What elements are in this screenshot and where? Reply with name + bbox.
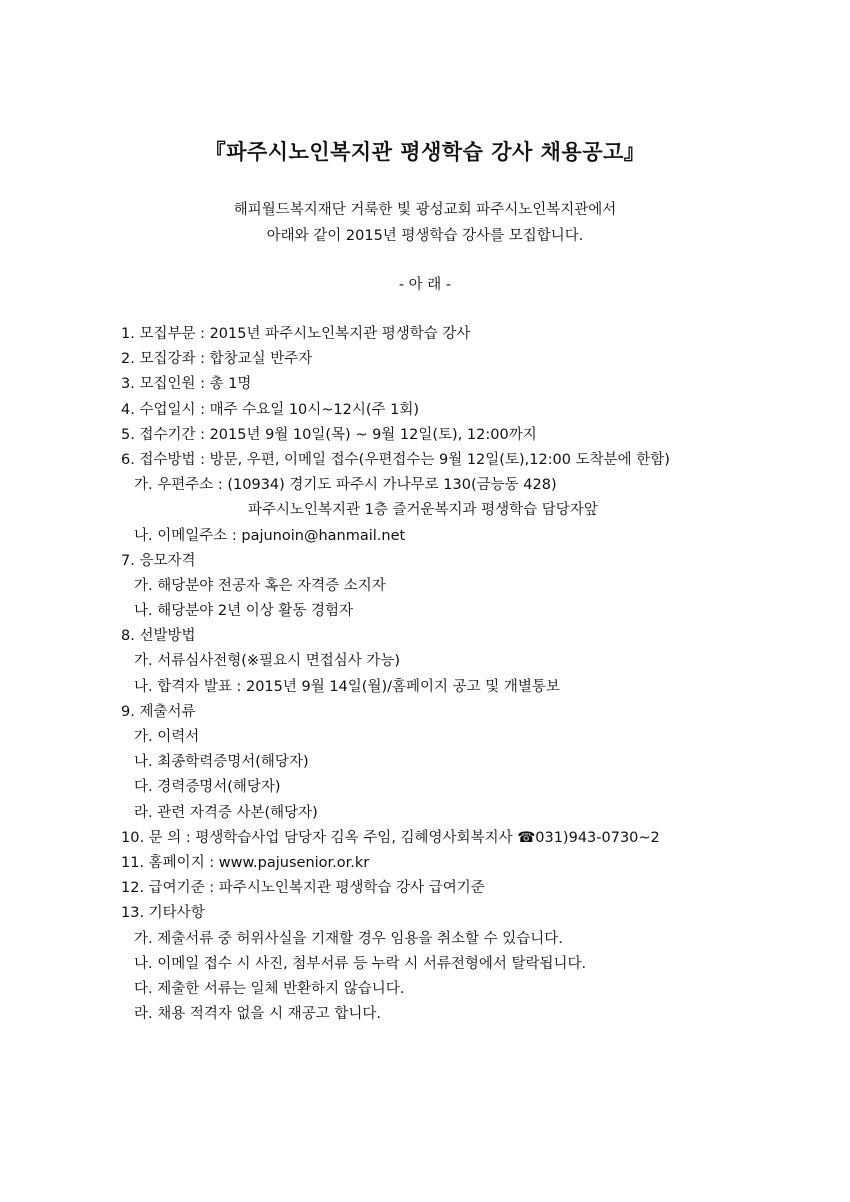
item-required-documents: 9. 제출서류 [121,703,196,720]
intro-paragraph [0,197,850,249]
list-item: 나. 해당분야 2년 이상 활동 경험자 [134,603,353,620]
list-item: 다. 경력증명서(해당자) [134,779,281,796]
item-application-method: 6. 접수방법 : 방문, 우편, 이메일 접수(우편접수는 9월 12일(토),12:00 도착분에 한함) [121,451,670,468]
list-item: 라. 채용 적격자 없을 시 재공고 합니다. [134,1006,381,1023]
item-salary-standard: 12. 급여기준 : 파주시노인복지관 평생학습 강사 급여기준 [121,880,485,897]
list-item: 나. 합격자 발표 : 2015년 9월 14일(월)/홈페이지 공고 및 개별통보 [134,678,560,695]
item-recruit-field: 1. 모집부문 : 2015년 파주시노인복지관 평생학습 강사 [121,326,471,342]
list-item: 다. 제출한 서류는 일체 반환하지 않습니다. [134,980,405,997]
item-class-schedule: 4. 수업일시 : 매주 수요일 10시~12시(주 1회) [121,401,420,418]
item-recruit-course: 2. 모집강좌 : 합창교실 반주자 [121,351,313,368]
list-item: 나. 이메일 접수 시 사진, 첨부서류 등 누락 시 서류전형에서 탈락됩니다. [134,955,587,972]
section-separator: - 아 래 - [398,277,452,293]
item-inquiry: 10. 문 의 : 평생학습사업 담당자 김옥 주임, 김혜영사회복지사 ☎031)943-0730~2 [121,829,660,846]
item-selection-method: 8. 선발방법 [121,628,196,645]
list-item: 라. 관련 자격증 사본(해당자) [134,804,318,821]
list-item: 가. 이력서 [134,729,200,745]
list-item: 가. 제출서류 중 허위사실을 기재할 경우 임용을 취소할 수 있습니다. [134,930,563,947]
list-item: 나. 최종학력증명서(해당자) [134,754,309,771]
intro-line: 해피월드복지재단 거룩한 빛 광성교회 파주시노인복지관에서 [233,202,617,218]
item-recruit-count: 3. 모집인원 : 총 1명 [121,376,252,393]
subitem-email-address: 나. 이메일주소 : pajunoin@hanmail.net [134,527,406,544]
intro-line: 아래와 같이 2015년 평생학습 강사를 모집합니다. [266,228,584,244]
item-other-notes: 13. 기타사항 [121,905,205,922]
item-homepage: 11. 홈페이지 : www.pajusenior.or.kr [121,854,370,871]
recruitment-details-list [121,322,821,1027]
item-application-period: 5. 접수기간 : 2015년 9월 10일(목) ~ 9월 12일(토), 12:00까지 [121,426,537,443]
subitem-postal-address-cont: 파주시노인복지관 1층 즐거운복지과 평생학습 담당자앞 [248,502,598,519]
page-title: 『파주시노인복지관 평생학습 강사 채용공고』 [204,140,646,164]
list-item: 가. 해당분야 전공자 혹은 자격증 소지자 [134,577,386,594]
list-item: 가. 서류심사전형(※필요시 면접심사 가능) [134,653,401,670]
subitem-postal-address: 가. 우편주소 : (10934) 경기도 파주시 가나무로 130(금능동 428) [134,477,557,494]
item-qualifications: 7. 응모자격 [121,552,196,569]
